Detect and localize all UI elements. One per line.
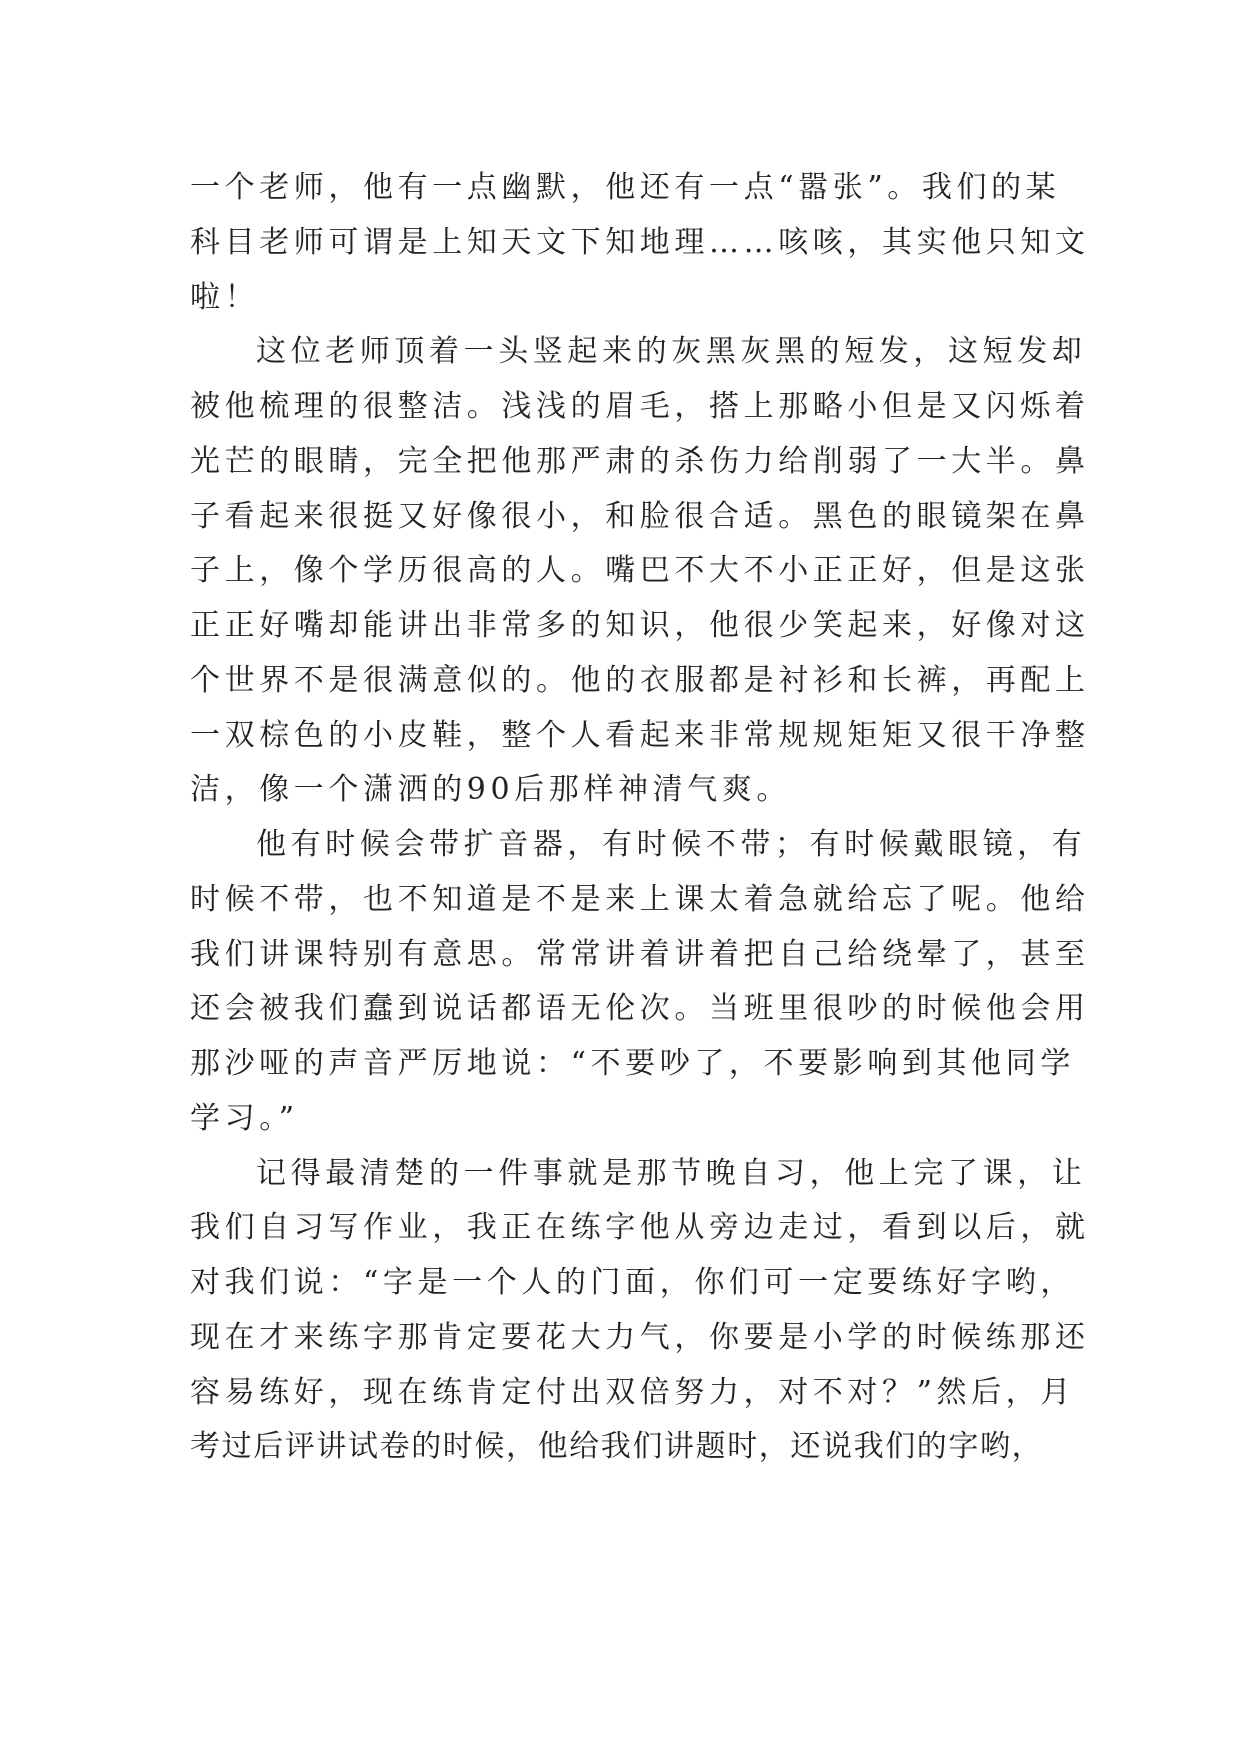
paragraph-first-line: 这位老师顶着一头竖起来的灰黑灰黑的短发，这短发却 [256, 334, 1087, 370]
text-line: 子上，像个学历很高的人。嘴巴不大不小正正好，但是这张 [190, 553, 1090, 589]
text-line: 一双棕色的小皮鞋，整个人看起来非常规规矩矩又很干净整 [190, 717, 1090, 753]
text-line: 现在才来练字那肯定要花大力气，你要是小学的时候练那还 [190, 1319, 1090, 1355]
paragraph-first-line: 记得最清楚的一件事就是那节晚自习，他上完了课，让 [256, 1155, 1087, 1191]
text-line: 那沙哑的声音严厉地说：“不要吵了，不要影响到其他同学 [190, 1046, 1075, 1081]
text-line: 容易练好，现在练肯定付出双倍努力，对不对？”然后，月 [190, 1374, 1075, 1410]
paragraph-first-line: 他有时候会带扩音器，有时候不带；有时候戴眼镜，有 [256, 827, 1087, 862]
text-line: 子看起来很挺又好像很小，和脸很合适。黑色的眼镜架在鼻 [190, 498, 1090, 534]
text-line: 时候不带，也不知道是不是来上课太着急就给忘了呢。他给 [190, 881, 1090, 917]
text-line: 一个老师，他有一点幽默，他还有一点“嚣张”。我们的某 [190, 170, 1061, 205]
text-line: 考过后评讲试卷的时候，他给我们讲题时，还说我们的字哟， [190, 1429, 1044, 1465]
text-line: 啦！ [190, 279, 260, 315]
text-line: 我们自习写作业，我正在练字他从旁边走过，看到以后，就 [190, 1210, 1090, 1246]
text-line: 被他梳理的很整洁。浅浅的眉毛，搭上那略小但是又闪烁着 [190, 389, 1090, 424]
document-body [190, 161, 1090, 1475]
text-line: 光芒的眼睛，完全把他那严肃的杀伤力给削弱了一大半。鼻 [190, 443, 1090, 479]
text-line: 我们讲课特别有意思。常常讲着讲着把自己给绕晕了，甚至 [190, 936, 1090, 972]
text-line: 对我们说：“字是一个人的门面，你们可一定要练好字哟， [190, 1265, 1075, 1300]
text-line: 个世界不是很满意似的。他的衣服都是衬衫和长裤，再配上 [190, 662, 1090, 698]
text-line: 洁，像一个潇洒的90后那样神清气爽。 [190, 772, 791, 808]
text-line: 学习。” [190, 1100, 299, 1136]
text-line: 正正好嘴却能讲出非常多的知识，他很少笑起来，好像对这 [190, 608, 1090, 643]
text-line: 科目老师可谓是上知天文下知地理……咳咳，其实他只知文 [190, 224, 1090, 260]
text-line: 还会被我们蠢到说话都语无伦次。当班里很吵的时候他会用 [190, 991, 1090, 1027]
